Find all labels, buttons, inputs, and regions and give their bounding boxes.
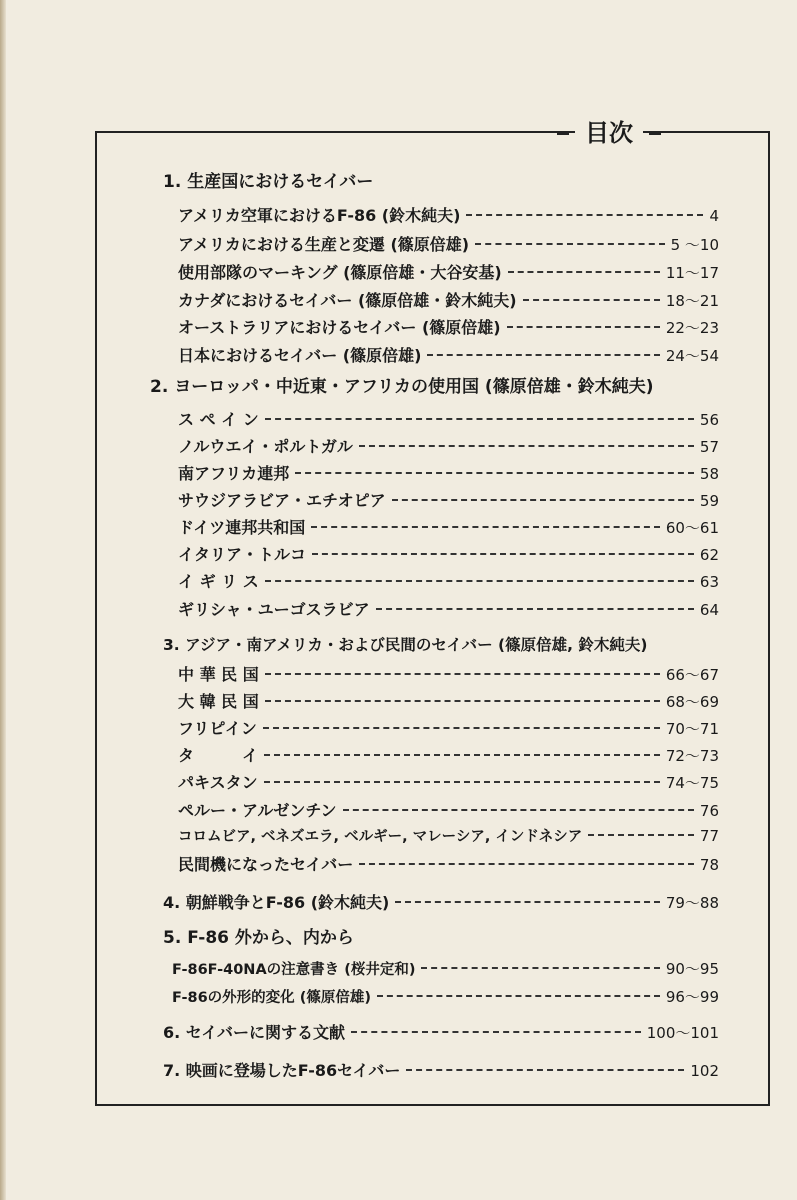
toc-entry[interactable] [178, 798, 719, 822]
leader-dots [392, 499, 694, 501]
toc-entry[interactable] [178, 689, 719, 713]
toc-entry[interactable] [178, 203, 719, 227]
leader-dots [359, 445, 694, 447]
entry-page: 74〜75 [665, 774, 719, 792]
toc-entry[interactable] [163, 1058, 719, 1082]
entry-label: カナダにおけるセイバー (篠原倍雄・鈴木純夫) [178, 291, 517, 310]
leader-dots [265, 580, 694, 582]
entry-page: 62 [699, 546, 719, 564]
entry-label: ペルー・アルゼンチン [178, 801, 337, 820]
leader-dots [377, 995, 660, 997]
section-4-heading: 4. 朝鮮戦争とF-86 (鈴木純夫) [163, 893, 390, 912]
leader-dots [523, 299, 660, 301]
toc-entry[interactable] [178, 569, 719, 593]
entry-page: 58 [699, 465, 719, 483]
toc-entry[interactable] [178, 343, 719, 367]
toc-entry[interactable] [178, 716, 719, 740]
entry-page: 57 [699, 438, 719, 456]
entry-page: 77 [699, 827, 719, 845]
toc-entry[interactable] [178, 825, 719, 849]
entry-label: ギリシャ・ユーゴスラビア [178, 600, 370, 619]
leader-dots [475, 243, 665, 245]
entry-page: 79〜88 [665, 894, 719, 912]
entry-page: 102 [690, 1062, 719, 1080]
entry-label: オーストラリアにおけるセイバー (篠原倍雄) [178, 318, 501, 337]
entry-page: 59 [699, 492, 719, 510]
leader-dots [312, 553, 694, 555]
toc-entry[interactable] [163, 1020, 719, 1044]
toc-entry[interactable] [178, 315, 719, 339]
leader-dots [264, 754, 660, 756]
entry-page: 100〜101 [646, 1024, 719, 1042]
entry-page: 24〜54 [665, 347, 719, 365]
toc-entry[interactable] [172, 986, 719, 1010]
toc-entry[interactable] [178, 488, 719, 512]
leader-dots [264, 781, 660, 783]
entry-page: 76 [699, 802, 719, 820]
entry-label: ドイツ連邦共和国 [178, 518, 306, 537]
toc-entry[interactable] [163, 890, 719, 914]
leader-dots [376, 608, 694, 610]
entry-label: フリピイン [178, 719, 257, 738]
entry-label: タ イ [178, 746, 259, 765]
entry-page: 78 [699, 856, 719, 874]
leader-dots [265, 418, 694, 420]
entry-page: 72〜73 [665, 747, 719, 765]
leader-dots [406, 1069, 684, 1071]
entry-label: 中 華 民 国 [178, 665, 259, 684]
entry-label: 使用部隊のマーキング (篠原倍雄・大谷安基) [178, 263, 502, 282]
toc-entry[interactable] [178, 407, 719, 431]
entry-label: サウジアラビア・エチオピア [178, 491, 386, 510]
leader-dots [343, 809, 694, 811]
entry-label: アメリカにおける生産と変遷 (篠原倍雄) [178, 235, 470, 254]
entry-label: F-86の外形的変化 (篠原倍雄) [172, 990, 371, 1006]
entry-page: 68〜69 [665, 693, 719, 711]
toc-entry[interactable] [178, 597, 719, 621]
toc-entry[interactable] [178, 852, 719, 876]
entry-label: アメリカ空軍におけるF-86 (鈴木純夫) [178, 206, 461, 225]
entry-page: 64 [699, 601, 719, 619]
entry-page: 56 [699, 411, 719, 429]
entry-page: 96〜99 [665, 988, 719, 1006]
leader-dots [311, 526, 660, 528]
leader-dots [265, 673, 660, 675]
toc-entry[interactable] [178, 260, 719, 284]
leader-dots [263, 727, 660, 729]
entry-label: パキスタン [178, 773, 258, 792]
entry-page: 4 [709, 207, 719, 225]
leader-dots [351, 1031, 641, 1033]
entry-page: 11〜17 [665, 264, 719, 282]
toc-entry[interactable] [178, 743, 719, 767]
entry-label: 南アフリカ連邦 [178, 464, 290, 483]
toc-entry[interactable] [178, 542, 719, 566]
entry-page: 66〜67 [665, 666, 719, 684]
leader-dots [507, 326, 660, 328]
toc-entry[interactable] [178, 434, 719, 458]
toc-entry[interactable] [172, 958, 719, 982]
leader-dots [466, 214, 703, 216]
section-7-heading: 7. 映画に登場したF-86セイバー [163, 1061, 401, 1080]
entry-label: イタリア・トルコ [178, 545, 307, 564]
page-edge [0, 0, 6, 1200]
toc-entry[interactable] [178, 232, 719, 256]
entry-label: ス ペ イ ン [178, 410, 259, 429]
toc-entry[interactable] [178, 662, 719, 686]
section-5-heading: 5. F-86 外から、内から [163, 928, 354, 948]
entry-label: 民間機になったセイバー [178, 855, 354, 874]
entry-page: 90〜95 [665, 960, 719, 978]
leader-dots [588, 834, 694, 836]
section-2-heading: 2. ヨーロッパ・中近東・アフリカの使用国 (篠原倍雄・鈴木純夫) [150, 377, 654, 397]
leader-dots [265, 700, 660, 702]
leader-dots [421, 967, 659, 969]
toc-entry[interactable] [178, 461, 719, 485]
entry-label: 大 韓 民 国 [178, 692, 259, 711]
entry-label: 日本におけるセイバー (篠原倍雄) [178, 346, 422, 365]
leader-dots [395, 901, 659, 903]
leader-dots [359, 863, 694, 865]
leader-dots [427, 354, 659, 356]
page-title: 目次 [575, 118, 643, 148]
entry-page: 5 〜10 [670, 236, 719, 254]
entry-page: 22〜23 [665, 319, 719, 337]
entry-page: 70〜71 [665, 720, 719, 738]
section-6-heading: 6. セイバーに関する文献 [163, 1023, 345, 1042]
entry-page: 63 [699, 573, 719, 591]
entry-page: 18〜21 [665, 292, 719, 310]
section-1-heading: 1. 生産国におけるセイバー [163, 172, 374, 192]
entry-label: ノルウエイ・ポルトガル [178, 437, 353, 456]
toc-entry[interactable] [178, 515, 719, 539]
leader-dots [508, 271, 660, 273]
entry-label: F-86F-40NAの注意書き (桜井定和) [172, 962, 416, 978]
entry-page: 60〜61 [665, 519, 719, 537]
entry-label: イ ギ リ ス [178, 572, 259, 591]
section-3-heading: 3. アジア・南アメリカ・および民間のセイバー (篠原倍雄, 鈴木純夫) [163, 636, 648, 654]
entry-label: コロムビア, ベネズエラ, ベルギー, マレーシア, インドネシア [178, 829, 583, 845]
toc-entry[interactable] [178, 770, 719, 794]
toc-entry[interactable] [178, 288, 719, 312]
leader-dots [295, 472, 694, 474]
